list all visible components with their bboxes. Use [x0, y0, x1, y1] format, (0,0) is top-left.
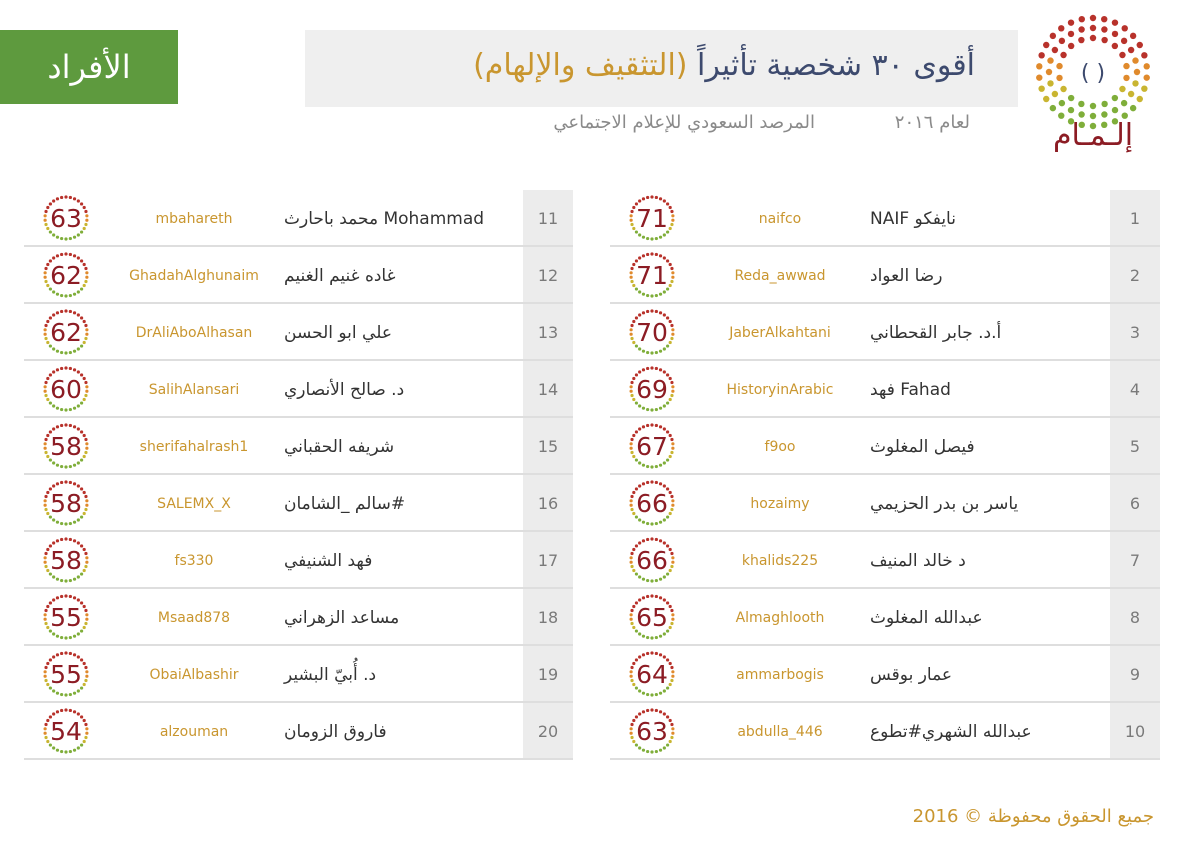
score-value: 62 — [50, 317, 82, 347]
table-row — [610, 646, 1160, 703]
score-badge — [42, 593, 90, 641]
rank-cell: 10 — [1110, 703, 1160, 760]
handle-cell[interactable]: SALEMX_X — [157, 495, 231, 512]
name-cell: عمار بوقس — [870, 664, 953, 685]
table-row — [24, 304, 573, 361]
table-row — [24, 589, 573, 646]
table-row — [24, 361, 573, 418]
score-value: 58 — [50, 488, 82, 518]
rank-cell: 18 — [523, 589, 573, 646]
table-row — [24, 703, 573, 760]
handle-cell[interactable]: alzouman — [159, 723, 229, 740]
score-value: 55 — [50, 602, 82, 632]
name-cell: #سالم _الشامان — [284, 493, 406, 514]
table-row — [24, 646, 573, 703]
rank-cell: 8 — [1110, 589, 1160, 646]
score-badge — [42, 422, 90, 470]
score-badge — [42, 650, 90, 698]
handle-cell[interactable]: SalihAlansari — [148, 381, 240, 398]
svg-text:( ): ( ) — [1080, 61, 1106, 86]
score-value: 58 — [50, 431, 82, 461]
table-row — [24, 247, 573, 304]
score-value: 58 — [50, 545, 82, 575]
name-cell: فيصل المغلوث — [870, 436, 975, 457]
handle-cell[interactable]: mbahareth — [155, 210, 233, 227]
score-value: 64 — [636, 659, 668, 689]
table-row — [24, 475, 573, 532]
score-value: 65 — [636, 602, 668, 632]
rank-cell: 19 — [523, 646, 573, 703]
score-badge — [42, 536, 90, 584]
score-value: 55 — [50, 659, 82, 689]
rank-cell: 17 — [523, 532, 573, 589]
score-value: 66 — [636, 545, 668, 575]
rank-cell: 15 — [523, 418, 573, 475]
rank-cell: 13 — [523, 304, 573, 361]
table-row — [24, 532, 573, 589]
table-row — [610, 190, 1160, 247]
rank-cell: 7 — [1110, 532, 1160, 589]
handle-cell[interactable]: f9oo — [764, 438, 796, 455]
score-badge — [628, 251, 676, 299]
rank-cell: 1 — [1110, 190, 1160, 247]
score-value: 69 — [636, 374, 668, 404]
rank-cell: 2 — [1110, 247, 1160, 304]
name-cell: ياسر بن بدر الحزيمي — [870, 493, 1019, 514]
rank-cell: 5 — [1110, 418, 1160, 475]
logo-text: إلـمـام — [1052, 118, 1134, 153]
score-value: 60 — [50, 374, 82, 404]
score-value: 62 — [50, 260, 82, 290]
name-cell: Mohammad محمد باحارث — [284, 208, 485, 229]
title-sub: (التثقيف والإلهام) — [473, 48, 688, 83]
handle-cell[interactable]: GhadahAlghunaim — [129, 267, 259, 284]
score-badge — [42, 308, 90, 356]
handle-cell[interactable]: abdulla_446 — [737, 723, 823, 740]
table-row — [24, 190, 573, 247]
score-badge — [42, 707, 90, 755]
table-row — [610, 361, 1160, 418]
name-cell: فهد الشنيفي — [284, 550, 373, 571]
table-row — [610, 589, 1160, 646]
score-badge — [42, 479, 90, 527]
table-row — [610, 475, 1160, 532]
table-row — [610, 418, 1160, 475]
score-badge — [628, 650, 676, 698]
rank-cell: 4 — [1110, 361, 1160, 418]
handle-cell[interactable]: ammarbogis — [736, 666, 824, 683]
table-row — [24, 418, 573, 475]
title-main: أقوى ٣٠ شخصية تأثيراً — [697, 48, 975, 83]
score-badge — [42, 365, 90, 413]
score-badge — [628, 422, 676, 470]
rank-cell: 9 — [1110, 646, 1160, 703]
row-divider — [610, 758, 1160, 760]
handle-cell[interactable]: sherifahalrash1 — [139, 438, 249, 455]
rank-cell: 16 — [523, 475, 573, 532]
name-cell: أ.د. جابر القحطاني — [870, 322, 1002, 343]
handle-cell[interactable]: Almaghlooth — [735, 609, 825, 626]
score-badge — [628, 593, 676, 641]
score-value: 71 — [636, 260, 668, 290]
name-cell: مساعد الزهراني — [284, 607, 400, 628]
score-badge — [628, 194, 676, 242]
table-row — [610, 703, 1160, 760]
name-cell: نايفكو NAIF — [870, 208, 956, 229]
score-value: 67 — [636, 431, 668, 461]
name-cell: فاروق الزومان — [284, 721, 387, 742]
table-row — [610, 532, 1160, 589]
handle-cell[interactable]: khalids225 — [741, 552, 819, 569]
org-label: المرصد السعودي للإعلام الاجتماعي — [553, 112, 815, 133]
handle-cell[interactable]: naifco — [758, 210, 802, 227]
score-value: 66 — [636, 488, 668, 518]
score-badge — [42, 251, 90, 299]
name-cell: علي ابو الحسن — [284, 322, 392, 343]
score-value: 71 — [636, 203, 668, 233]
handle-cell[interactable]: ObaiAlbashir — [149, 666, 239, 683]
handle-cell[interactable]: DrAliAboAlhasan — [135, 324, 253, 341]
score-badge — [628, 365, 676, 413]
page-title — [473, 48, 975, 83]
handle-cell[interactable]: fs330 — [174, 552, 214, 569]
name-cell: د خالد المنيف — [870, 550, 966, 571]
rank-cell: 6 — [1110, 475, 1160, 532]
name-cell: عبدالله المغلوث — [870, 607, 983, 628]
table-row — [610, 304, 1160, 361]
rank-cell: 3 — [1110, 304, 1160, 361]
year-label: لعام ٢٠١٦ — [894, 112, 970, 133]
copyright-footer: جميع الحقوق محفوظة © 2016 — [912, 806, 1154, 827]
score-value: 70 — [636, 317, 668, 347]
name-cell: Fahad فهد — [870, 379, 951, 400]
handle-cell[interactable]: Reda_awwad — [734, 267, 826, 284]
score-badge — [628, 536, 676, 584]
rank-cell: 14 — [523, 361, 573, 418]
name-cell: د. صالح الأنصاري — [284, 379, 405, 400]
rank-cell: 11 — [523, 190, 573, 247]
handle-cell[interactable]: HistoryinArabic — [726, 381, 834, 398]
handle-cell[interactable]: hozaimy — [750, 495, 810, 512]
name-cell: غاده غنيم الغنيم — [284, 265, 396, 286]
rank-cell: 20 — [523, 703, 573, 760]
category-badge: الأفراد — [0, 30, 178, 104]
score-badge — [628, 479, 676, 527]
score-badge — [628, 308, 676, 356]
name-cell: رضا العواد — [870, 265, 943, 286]
score-badge — [42, 194, 90, 242]
table-row — [610, 247, 1160, 304]
handle-cell[interactable]: JaberAlkahtani — [729, 324, 831, 341]
rank-cell: 12 — [523, 247, 573, 304]
name-cell: شريفه الحقباني — [284, 436, 395, 457]
name-cell: عبدالله الشهري#تطوع — [870, 721, 1032, 742]
handle-cell[interactable]: Msaad878 — [157, 609, 231, 626]
name-cell: د. أُبيّ البشير — [284, 664, 377, 685]
score-value: 63 — [50, 203, 82, 233]
row-divider — [24, 758, 573, 760]
score-badge — [628, 707, 676, 755]
score-value: 54 — [50, 716, 82, 746]
score-value: 63 — [636, 716, 668, 746]
